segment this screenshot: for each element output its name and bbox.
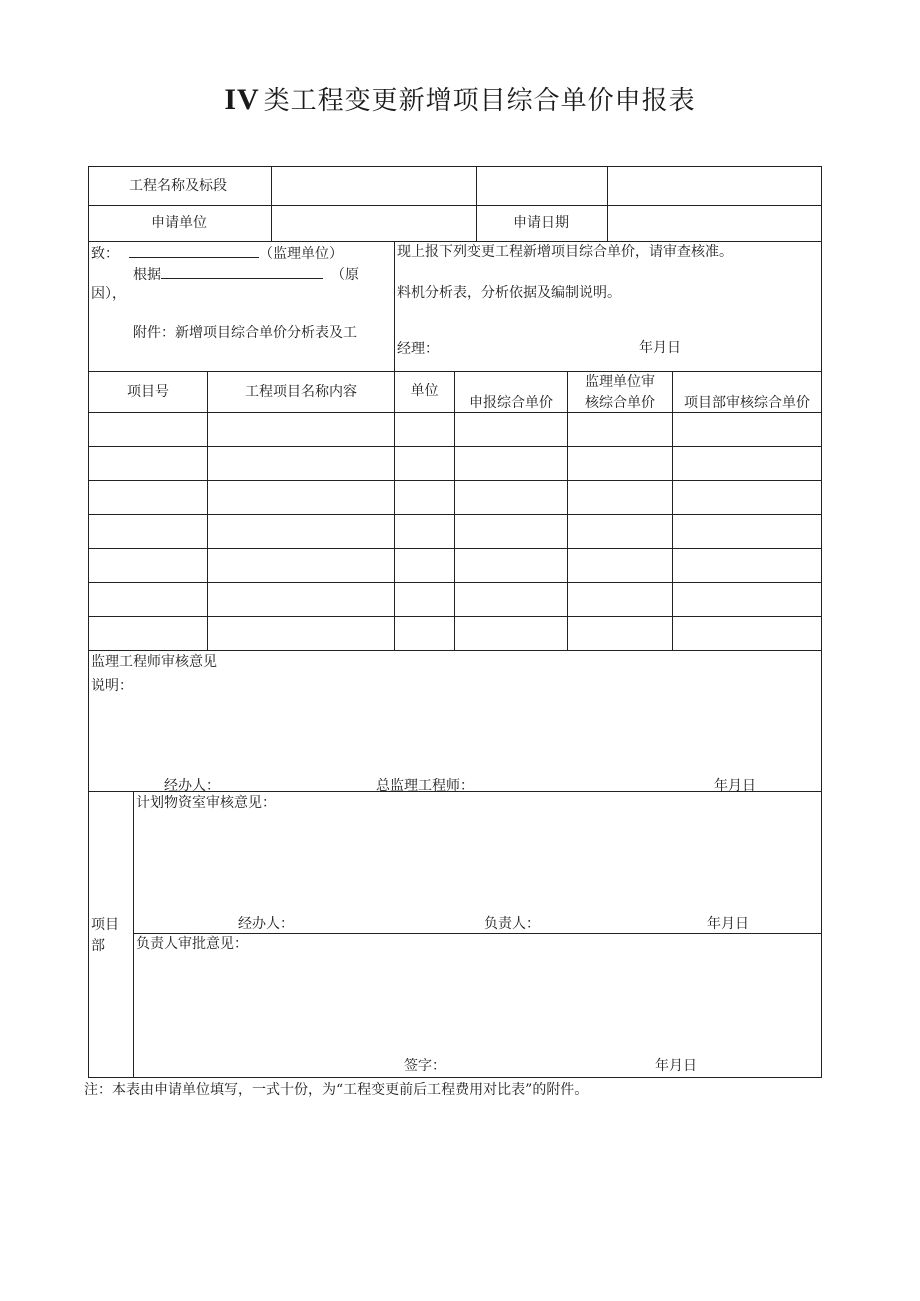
- table-cell[interactable]: [90, 481, 207, 514]
- to-suffix: （监理单位）: [259, 246, 343, 262]
- table-cell[interactable]: [568, 583, 672, 616]
- project-name-label: 工程名称及标段: [129, 178, 227, 194]
- planning-handler-label: 经办人：: [238, 916, 294, 932]
- project-dept-label-1: 项目: [91, 917, 119, 933]
- table-cell[interactable]: [568, 447, 672, 480]
- table-cell[interactable]: [208, 583, 394, 616]
- planning-responsible-label: 负责人：: [484, 916, 540, 932]
- manager-label: 经理：: [397, 341, 439, 357]
- to-prefix: 致：: [91, 246, 119, 262]
- basis-cont: 因），: [91, 286, 126, 302]
- planning-review-title: 计划物资室审核意见：: [136, 795, 276, 811]
- applicant-label: 申请单位: [151, 215, 207, 231]
- table-cell[interactable]: [395, 583, 454, 616]
- applicant-field[interactable]: [272, 206, 475, 240]
- basis-prefix: 根据: [133, 267, 161, 283]
- approval-date: 年月日: [655, 1058, 697, 1074]
- table-cell[interactable]: [455, 549, 567, 582]
- table-cell[interactable]: [455, 413, 567, 446]
- table-cell[interactable]: [673, 549, 821, 582]
- application-form: [88, 166, 822, 1078]
- footnote: 注：本表由申请单位填写，一式十份，为“工程变更前后工程费用对比表”的附件。: [84, 1082, 589, 1098]
- table-cell[interactable]: [673, 481, 821, 514]
- table-cell[interactable]: [208, 481, 394, 514]
- table-cell[interactable]: [90, 515, 207, 548]
- table-cell[interactable]: [208, 515, 394, 548]
- row-divider: [89, 371, 821, 372]
- table-cell[interactable]: [395, 481, 454, 514]
- planning-review-date: 年月日: [707, 916, 749, 932]
- table-cell[interactable]: [90, 549, 207, 582]
- table-cell[interactable]: [568, 413, 672, 446]
- col-header-supervisor-price-2: 核综合单价: [585, 395, 655, 411]
- report-text: 现上报下列变更工程新增项目综合单价，请审查核准。: [397, 244, 733, 260]
- supervisor-handler-label: 经办人：: [164, 778, 220, 794]
- supervisor-note-area[interactable]: [91, 697, 819, 771]
- approval-title: 负责人审批意见：: [136, 936, 248, 952]
- table-cell[interactable]: [455, 515, 567, 548]
- table-cell[interactable]: [90, 583, 207, 616]
- supervisor-note-label: 说明：: [91, 678, 133, 694]
- table-cell[interactable]: [568, 481, 672, 514]
- col-divider: [133, 791, 134, 1077]
- table-cell[interactable]: [208, 447, 394, 480]
- table-cell[interactable]: [90, 413, 207, 446]
- table-cell[interactable]: [208, 413, 394, 446]
- supervisor-review-date: 年月日: [714, 778, 756, 794]
- project-name-field[interactable]: [272, 168, 475, 204]
- row-divider: [89, 241, 821, 242]
- table-cell[interactable]: [395, 549, 454, 582]
- project-name-extra-field[interactable]: [477, 168, 606, 204]
- table-cell[interactable]: [90, 447, 207, 480]
- col-divider: [394, 241, 395, 371]
- basis-blank[interactable]: [161, 264, 323, 279]
- table-cell[interactable]: [455, 617, 567, 650]
- table-cell[interactable]: [568, 617, 672, 650]
- table-cell[interactable]: [395, 413, 454, 446]
- table-cell[interactable]: [673, 583, 821, 616]
- table-cell[interactable]: [568, 515, 672, 548]
- col-header-reported-price: 申报综合单价: [469, 395, 553, 411]
- project-dept-label-2: 部: [91, 938, 105, 954]
- table-cell[interactable]: [395, 617, 454, 650]
- table-cell[interactable]: [455, 583, 567, 616]
- col-header-name: 工程项目名称内容: [245, 384, 357, 400]
- planning-review-area[interactable]: [136, 817, 819, 907]
- table-cell[interactable]: [208, 549, 394, 582]
- basis-suffix: （原: [331, 267, 359, 283]
- table-cell[interactable]: [673, 413, 821, 446]
- table-cell[interactable]: [395, 515, 454, 548]
- apply-date-field[interactable]: [608, 206, 820, 240]
- approval-area[interactable]: [136, 957, 819, 1047]
- row-divider: [133, 933, 821, 934]
- chief-supervisor-label: 总监理工程师：: [376, 778, 474, 794]
- letter-date: 年月日: [639, 340, 681, 356]
- row-divider: [89, 650, 821, 651]
- table-cell[interactable]: [455, 481, 567, 514]
- supervisor-review-title: 监理工程师审核意见: [91, 654, 217, 670]
- table-cell[interactable]: [673, 617, 821, 650]
- col-header-supervisor-price-1: 监理单位审: [585, 374, 655, 390]
- table-cell[interactable]: [395, 447, 454, 480]
- to-line: [91, 243, 343, 263]
- table-cell[interactable]: [673, 447, 821, 480]
- attachment-line1: 附件：新增项目综合单价分析表及工: [133, 325, 357, 341]
- sign-label: 签字：: [404, 1058, 446, 1074]
- apply-date-label: 申请日期: [513, 215, 569, 231]
- table-cell[interactable]: [673, 515, 821, 548]
- col-header-item-no: 项目号: [127, 384, 169, 400]
- table-cell[interactable]: [90, 617, 207, 650]
- supervisor-unit-blank[interactable]: [129, 243, 259, 258]
- form-title-roman: IV: [224, 83, 260, 116]
- table-cell[interactable]: [568, 549, 672, 582]
- col-header-dept-price: 项目部审核综合单价: [684, 395, 810, 411]
- project-section-field[interactable]: [608, 168, 820, 204]
- basis-line: [133, 264, 359, 284]
- form-title-text: 类工程变更新增项目综合单价申报表: [263, 86, 696, 116]
- table-cell[interactable]: [208, 617, 394, 650]
- table-cell[interactable]: [455, 447, 567, 480]
- attachment-line2: 料机分析表，分析依据及编制说明。: [397, 285, 621, 301]
- col-header-unit: 单位: [410, 383, 439, 399]
- form-title: [0, 80, 920, 117]
